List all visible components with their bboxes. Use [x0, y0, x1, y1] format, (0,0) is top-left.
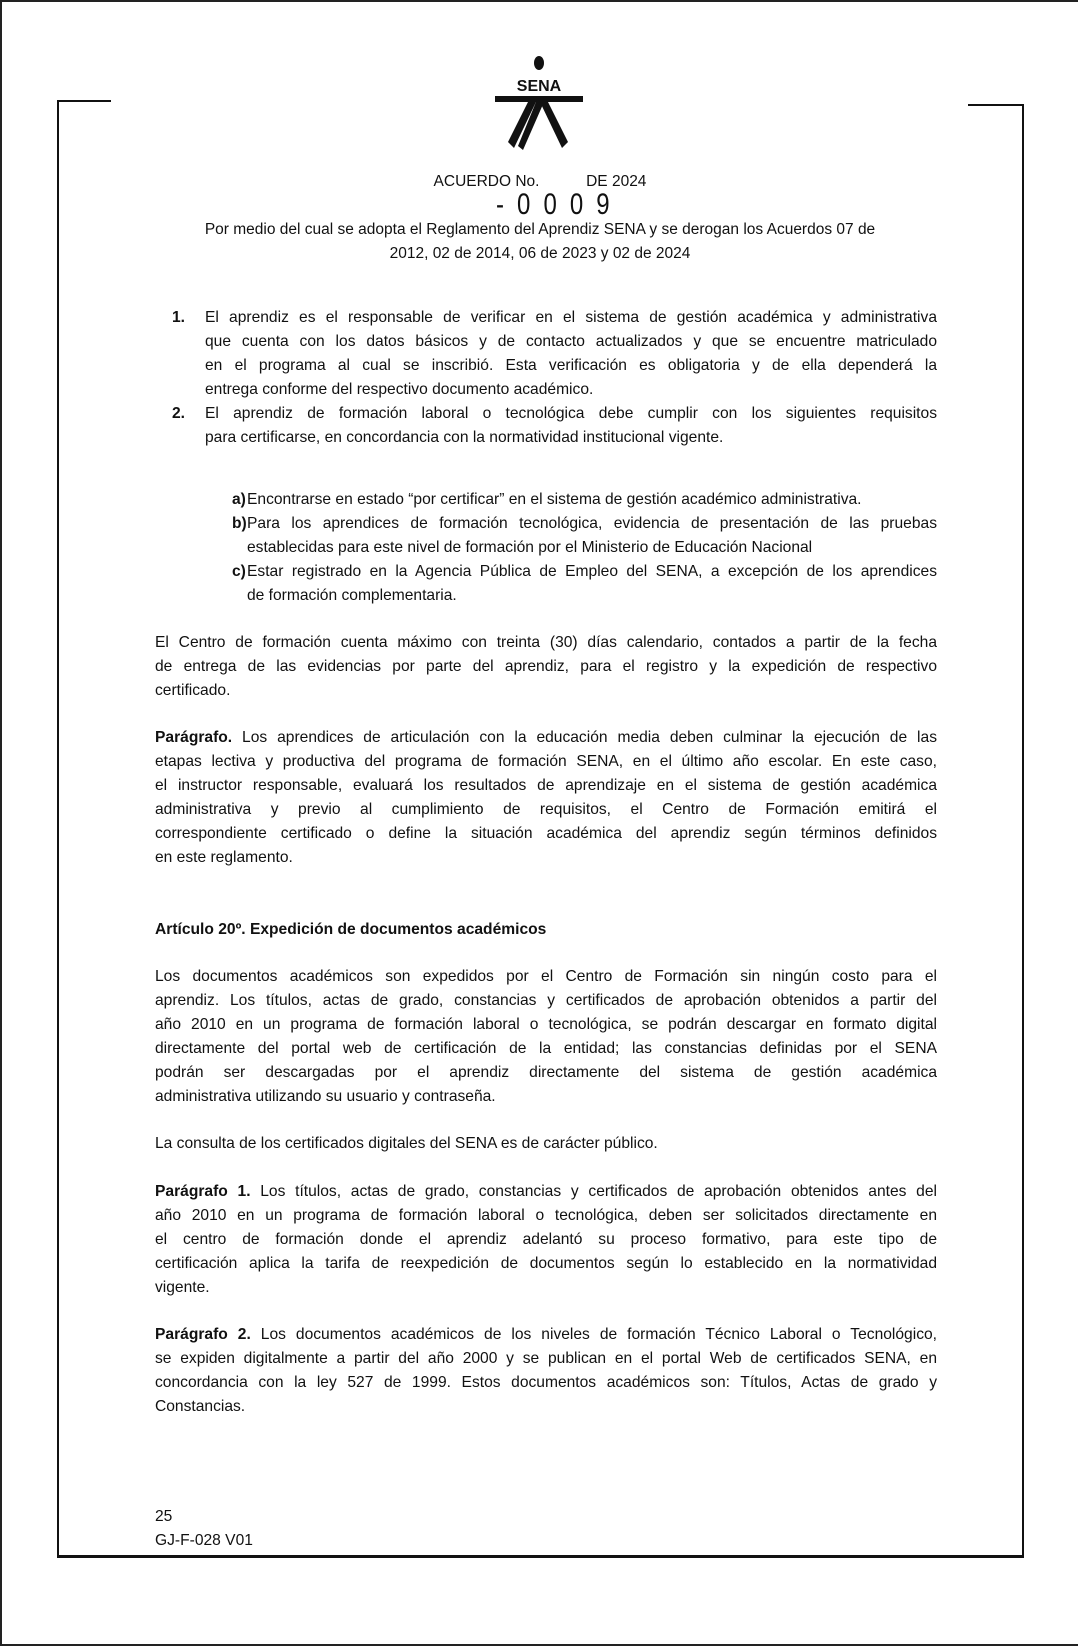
line-text: año 2010 en un programa de formación laboral o tecnológica, se podrán descargar en formato digital [155, 1016, 937, 1033]
text-line [155, 989, 937, 1013]
line-text: el instructor responsable, evaluará los resultados de aprendizaje en el sistema de gestión académica [155, 777, 937, 794]
line-text: de formación complementaria. [247, 587, 457, 604]
text-line [155, 631, 937, 655]
text-line [205, 330, 937, 354]
text-line [155, 750, 937, 774]
line-text: Los títulos, actas de grado, constancias y certificados de aprobación obtenidos antes del [250, 1183, 937, 1200]
line-text: que cuenta con los datos básicos y de contacto actualizados y que se encuentre matriculado [205, 333, 937, 350]
line-text: directamente del portal web de certificación de la entidad; las constancias definidas por el SENA [155, 1040, 937, 1057]
text-line [155, 965, 937, 989]
paragraph [155, 726, 937, 870]
text-line [205, 306, 937, 330]
text-line [155, 726, 937, 750]
line-text: podrán ser descargadas por el aprendiz directamente del sistema de gestión académica [155, 1064, 937, 1081]
text-line [155, 798, 937, 822]
paragraph [155, 1323, 937, 1419]
agreement-label: ACUERDO No. [433, 173, 540, 190]
line-text: de entrega de las evidencias por parte del aprendiz, para el registro y la expedición de respectivo [155, 658, 937, 675]
text-line [205, 378, 937, 402]
sena-logo [490, 52, 590, 152]
item-number: 2. [172, 405, 186, 422]
item-number: a) [232, 491, 246, 508]
frame-right [1022, 104, 1024, 1557]
line-text: se expiden digitalmente a partir del año 2000 y se publican en el portal Web de certificados SENA, en [155, 1350, 937, 1367]
agreement-number: - 0 0 0 9 [496, 188, 613, 221]
line-text: certificación aplica la tarifa de reexpedición de documentos según lo establecido en la normatividad [155, 1255, 937, 1272]
requirement-item [232, 488, 937, 512]
bold-heading: Parágrafo. [155, 729, 233, 746]
line-text: El Centro de formación cuenta máximo con treinta (30) días calendario, contados a partir de la fecha [155, 634, 937, 651]
line-text: Constancias. [155, 1398, 246, 1415]
line-text: Para los aprendices de formación tecnológica, evidencia de presentación de las pruebas [247, 515, 937, 532]
text-line [155, 1085, 937, 1109]
line-text: Los aprendices de articulación con la educación media deben culminar la ejecución de las [232, 729, 937, 746]
frame-bottom [57, 1555, 1024, 1558]
paragraph [155, 1132, 937, 1156]
line-text: administrativa y previo al cumplimiento de requisitos, el Centro de Formación emitirá el [155, 801, 937, 818]
title-line: Por medio del cual se adopta el Reglamento del Aprendiz SENA y se derogan los Acuerdos 07 de [204, 221, 876, 238]
text-line [155, 1228, 937, 1252]
requirement-item [232, 560, 937, 608]
footer [155, 1505, 253, 1553]
line-text: Estar registrado en la Agencia Pública de Empleo del SENA, a excepción de los aprendices [247, 563, 937, 580]
form-code: GJ-F-028 V01 [155, 1532, 253, 1549]
text-line [155, 1061, 937, 1085]
line-text: concordancia con la ley 527 de 1999. Estos documentos académicos son: Títulos, Actas de grado y [155, 1374, 937, 1391]
numbered-item [172, 402, 937, 450]
line-text: Los documentos académicos son expedidos por el Centro de Formación sin ningún costo para el [155, 968, 937, 985]
line-text: El aprendiz de formación laboral o tecnológica debe cumplir con los siguientes requisitos [205, 405, 937, 422]
agreement-title [0, 218, 1080, 266]
numbered-item [172, 306, 937, 402]
line-text: el centro de formación donde el aprendiz adelantó su proceso formativo, para este tipo de [155, 1231, 937, 1248]
bold-heading: Parágrafo 1. [155, 1183, 251, 1200]
text-line [155, 1371, 937, 1395]
line-text: en el programa al cual se inscribió. Esta verificación es obligatoria y de ella dependerá la [205, 357, 937, 374]
bold-heading: Parágrafo 2. [155, 1326, 251, 1343]
text-line [247, 512, 937, 536]
text-line [155, 774, 937, 798]
bold-heading: Artículo 20º. Expedición de documentos académicos [155, 921, 547, 938]
text-line [155, 1323, 937, 1347]
line-text: correspondiente certificado o define la situación académica del aprendiz según términos definidos [155, 825, 937, 842]
text-line [247, 536, 937, 560]
text-line [155, 1132, 937, 1156]
svg-text:SENA: SENA [516, 78, 562, 95]
agreement-year: DE 2024 [586, 173, 647, 190]
text-line [155, 1276, 937, 1300]
text-line [155, 655, 937, 679]
frame-top-left [57, 100, 111, 102]
text-line [205, 354, 937, 378]
requirement-item [232, 512, 937, 560]
text-line [155, 822, 937, 846]
line-text: vigente. [155, 1279, 210, 1296]
paragraph [155, 918, 937, 942]
line-text: etapas lectiva y productiva del programa de formación SENA, en el último año escolar. En este caso, [155, 753, 937, 770]
text-line [155, 1252, 937, 1276]
line-text: entrega conforme del respectivo documento académico. [205, 381, 594, 398]
line-text: El aprendiz es el responsable de verificar en el sistema de gestión académica y administrativa [205, 309, 937, 326]
text-line [155, 1013, 937, 1037]
text-line [247, 560, 937, 584]
line-text: aprendiz. Los títulos, actas de grado, constancias y certificados de aprobación obtenidos a partir del [155, 992, 937, 1009]
text-line [247, 584, 937, 608]
item-number: 1. [172, 309, 186, 326]
paragraph [155, 965, 937, 1109]
item-number: c) [232, 563, 246, 580]
text-line [155, 1204, 937, 1228]
line-text: Encontrarse en estado “por certificar” en el sistema de gestión académico administrativa. [247, 491, 862, 508]
paragraph [155, 631, 937, 703]
text-line [155, 846, 937, 870]
line-text: establecidas para este nivel de formación por el Ministerio de Educación Nacional [247, 539, 813, 556]
line-text: Los documentos académicos de los niveles de formación Técnico Laboral o Tecnológico, [250, 1326, 937, 1343]
frame-top-right [968, 104, 1024, 106]
paragraph [155, 1180, 937, 1300]
line-text: año 2010 en un programa de formación laboral o tecnológica, deben ser solicitados directamente en [155, 1207, 937, 1224]
line-text: para certificarse, en concordancia con la normatividad institucional vigente. [205, 429, 724, 446]
line-text: La consulta de los certificados digitales del SENA es de carácter público. [155, 1135, 658, 1152]
text-line [155, 918, 937, 942]
text-line [247, 488, 937, 512]
text-line [155, 1037, 937, 1061]
text-line [205, 426, 937, 450]
text-line [155, 1347, 937, 1371]
title-line: 2012, 02 de 2014, 06 de 2023 y 02 de 2024 [389, 245, 691, 262]
item-number: b) [232, 515, 247, 532]
line-text: administrativa utilizando su usuario y contraseña. [155, 1088, 496, 1105]
frame-left [57, 100, 59, 1557]
text-line [155, 1395, 937, 1419]
text-line [205, 402, 937, 426]
text-line [155, 1180, 937, 1204]
line-text: en este reglamento. [155, 849, 293, 866]
page-number: 25 [155, 1508, 173, 1525]
text-line [155, 679, 937, 703]
line-text: certificado. [155, 682, 231, 699]
